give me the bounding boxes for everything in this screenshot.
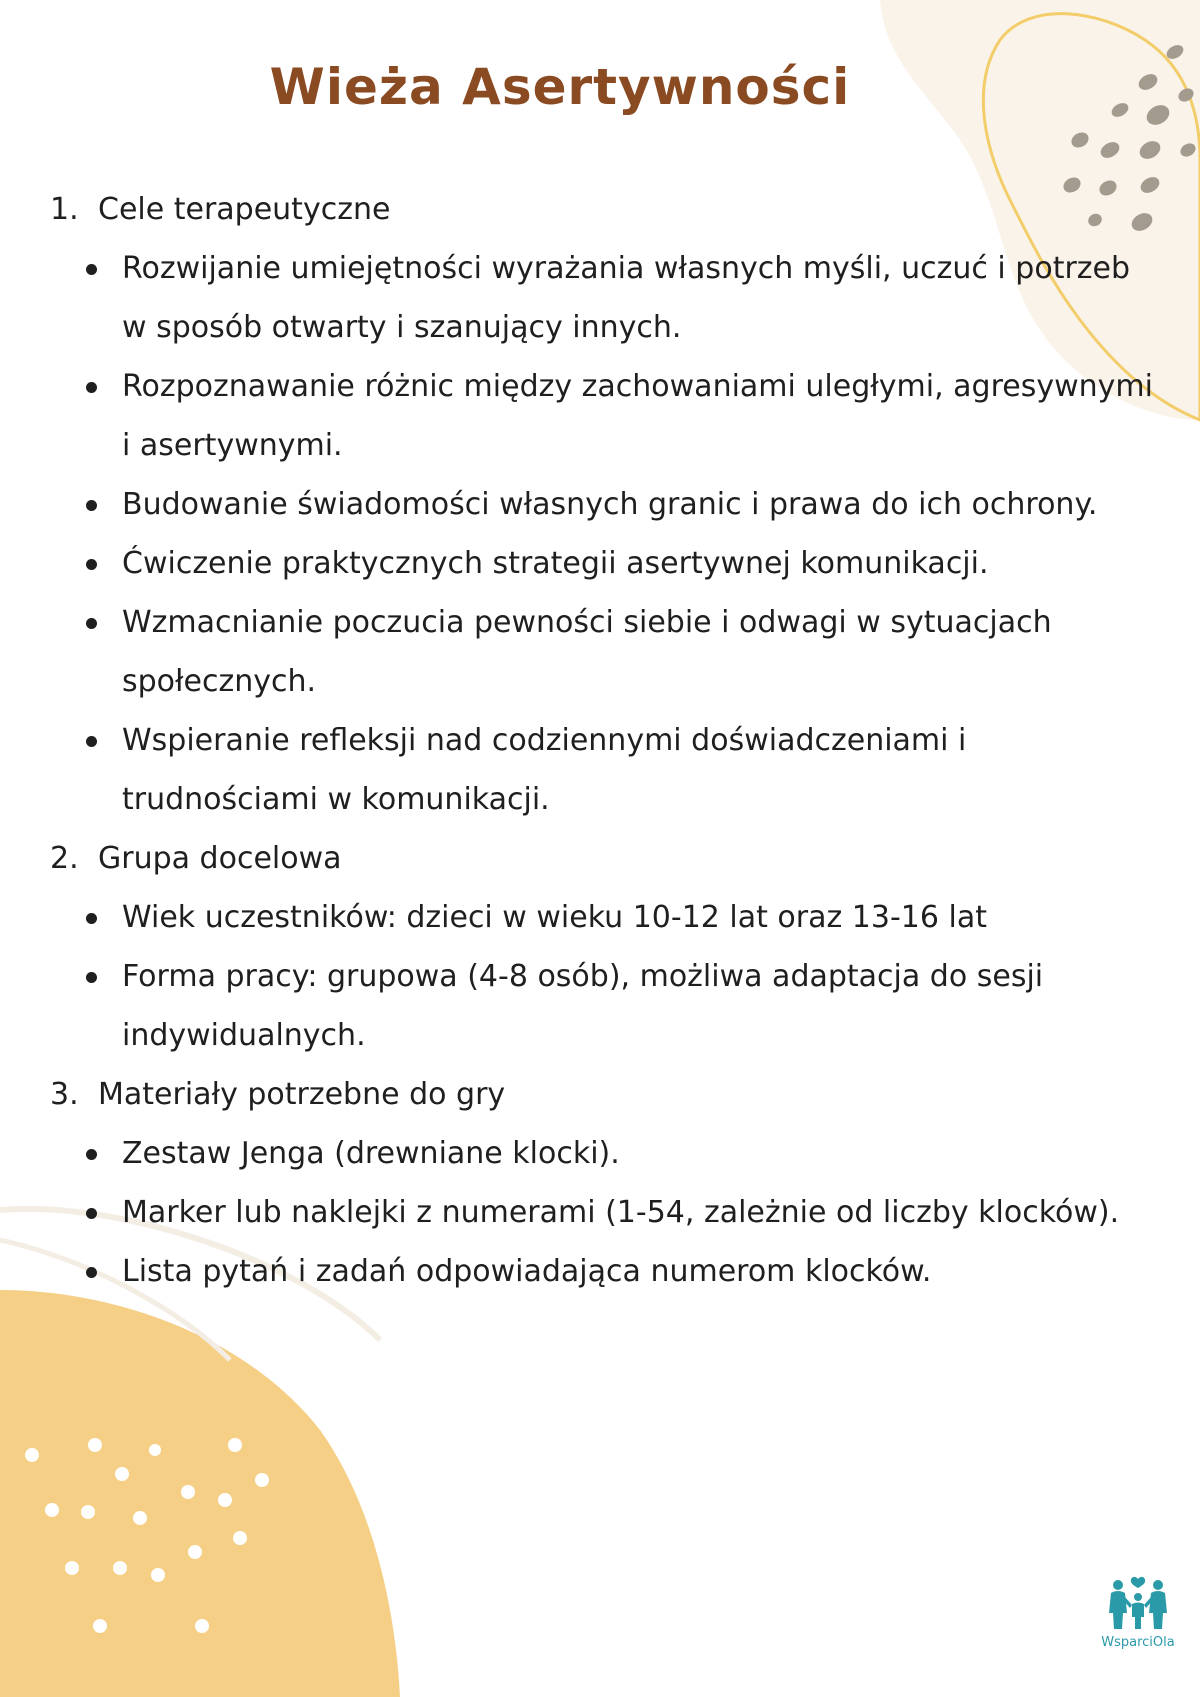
list-item: Marker lub naklejki z numerami (1-54, zależnie od liczby klocków). <box>50 1183 1160 1242</box>
section-heading <box>50 829 1160 888</box>
page-title: Wieża Asertywności <box>269 58 851 116</box>
section-heading <box>50 1065 1160 1124</box>
document-content <box>50 180 1160 1301</box>
list-item: Wzmacnianie poczucia pewności siebie i odwagi w sytuacjach społecznych. <box>50 593 1160 711</box>
section-number: 2. <box>50 841 79 876</box>
list-item: Budowanie świadomości własnych granic i prawa do ich ochrony. <box>50 475 1160 534</box>
section-target-group <box>50 829 1160 1065</box>
list-item: Lista pytań i zadań odpowiadająca numerom klocków. <box>50 1242 1160 1301</box>
list-item: Wspieranie refleksji nad codziennymi doświadczeniami i trudnościami w komunikacji. <box>50 711 1160 829</box>
list-item: Wiek uczestników: dzieci w wieku 10-12 lat oraz 13-16 lat <box>50 888 1160 947</box>
bullet-list <box>50 888 1160 1065</box>
section-goals <box>50 180 1160 829</box>
section-heading <box>50 180 1160 239</box>
bullet-list <box>50 1124 1160 1301</box>
section-materials <box>50 1065 1160 1301</box>
family-hearts-icon <box>1106 1575 1170 1631</box>
section-number: 1. <box>50 192 79 227</box>
bullet-list <box>50 239 1160 829</box>
logo-text: WsparciOla <box>1101 1635 1175 1650</box>
brand-logo <box>1090 1575 1186 1675</box>
list-item: Forma pracy: grupowa (4-8 osób), możliwa adaptacja do sesji indywidualnych. <box>50 947 1160 1065</box>
list-item: Rozwijanie umiejętności wyrażania własnych myśli, uczuć i potrzeb w sposób otwarty i szanujący innych. <box>50 239 1160 357</box>
section-number: 3. <box>50 1077 79 1112</box>
list-item: Zestaw Jenga (drewniane klocki). <box>50 1124 1160 1183</box>
list-item: Rozpoznawanie różnic między zachowaniami uległymi, agresywnymi i asertywnymi. <box>50 357 1160 475</box>
section-title: Cele terapeutyczne <box>98 192 391 227</box>
orange-blob-shape <box>0 1290 400 1697</box>
list-item: Ćwiczenie praktycznych strategii asertywnej komunikacji. <box>50 534 1160 593</box>
section-title: Materiały potrzebne do gry <box>98 1077 506 1112</box>
section-title: Grupa docelowa <box>98 841 342 876</box>
